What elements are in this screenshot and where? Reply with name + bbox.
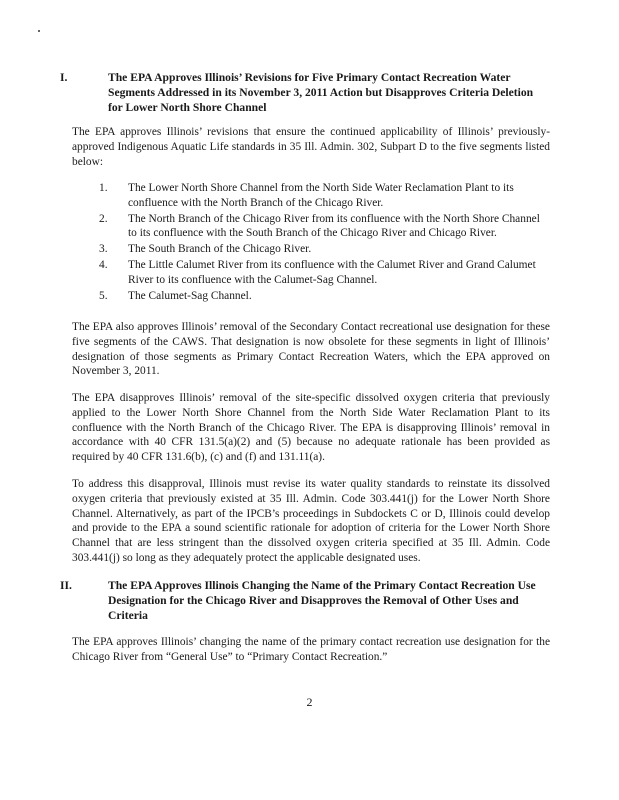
section-1-intro: The EPA approves Illinois’ revisions that ensure the continued applicability of Illinois’ previously-approved Indigenous Aquatic Life standards in 35 Ill. Admin. 302, Subpart D to the five segments listed below: <box>72 126 550 168</box>
paragraph-secondary-contact-removal: The EPA also approves Illinois’ removal of the Secondary Contact recreational use designation for these five segments of the CAWS. That designation is now obsolete for these segments in light of Illinois’ designation of those segments as Primary Contact Recreation Waters, which the EPA approved on November 3, 2011. <box>72 321 550 378</box>
section-2-number: II. <box>60 579 72 592</box>
section-1-number: I. <box>60 71 68 84</box>
list-item: 5. The Calumet-Sag Channel. <box>99 289 252 302</box>
paragraph-name-change: The EPA approves Illinois’ changing the name of the primary contact recreation use designation for the Chicago River from “General Use” to “Primary Contact Recreation.” <box>72 636 550 663</box>
list-item: 4. The Little Calumet River from its confluence with the Calumet River and Grand Calumet River to its confluence with the Calumet-Sag Channel. <box>99 258 536 286</box>
list-item: 1. The Lower North Shore Channel from the North Side Water Reclamation Plant to its confluence with the North Branch of the Chicago River. <box>99 182 514 209</box>
scan-speck <box>38 30 40 32</box>
paragraph-do-criteria-disapproval: The EPA disapproves Illinois’ removal of the site-specific dissolved oxygen criteria that previously applied to the Lower North Shore Channel from the North Side Water Reclamation Plant to its confluence with the North Branch of the Chicago River. The EPA is disapproving Illinois’ removal in accordance with 40 CFR 131.5(a)(2) and (5) because no adequate rationale has been provided as required by 40 CFR 131.6(b), (c) and (f) and 131.11(a). <box>72 392 550 464</box>
list-item: 2. The North Branch of the Chicago River from its confluence with the North Shore Channel to its confluence with the South Branch of the Chicago River and Chicago River. <box>99 212 540 240</box>
paragraph-address-disapproval: To address this disapproval, Illinois must revise its water quality standards to reinstate its dissolved oxygen criteria that previously existed at 35 Ill. Admin. Code 303.441(j) for the Lower North Shore Channel. Alternatively, as part of the IPCB’s proceedings in Subdockets C or D, Illinois could develop and provide to the EPA a sound scientific rationale for adoption of criteria for the Lower North Shore Channel that are less stringent than the dissolved oxygen criteria specified at 35 Ill. Admin. Code 303.441(j) so long as they adequately protect the applicable designated uses. <box>72 478 550 564</box>
section-1-heading <box>60 70 550 115</box>
section-2-title: The EPA Approves Illinois Changing the Name of the Primary Contact Recreation Use Designation for the Chicago River and Disapproves the Removal of Other Uses and Criteria <box>108 579 536 622</box>
segment-list <box>72 181 550 304</box>
page-number: 2 <box>306 695 313 709</box>
section-1-title: The EPA Approves Illinois’ Revisions for Five Primary Contact Recreation Water Segments Addressed in its November 3, 2011 Action but Disapproves Criteria Deletion for Lower North Shore Channel <box>108 71 534 114</box>
section-2-heading <box>60 578 550 623</box>
list-item: 3. The South Branch of the Chicago River. <box>99 243 312 256</box>
